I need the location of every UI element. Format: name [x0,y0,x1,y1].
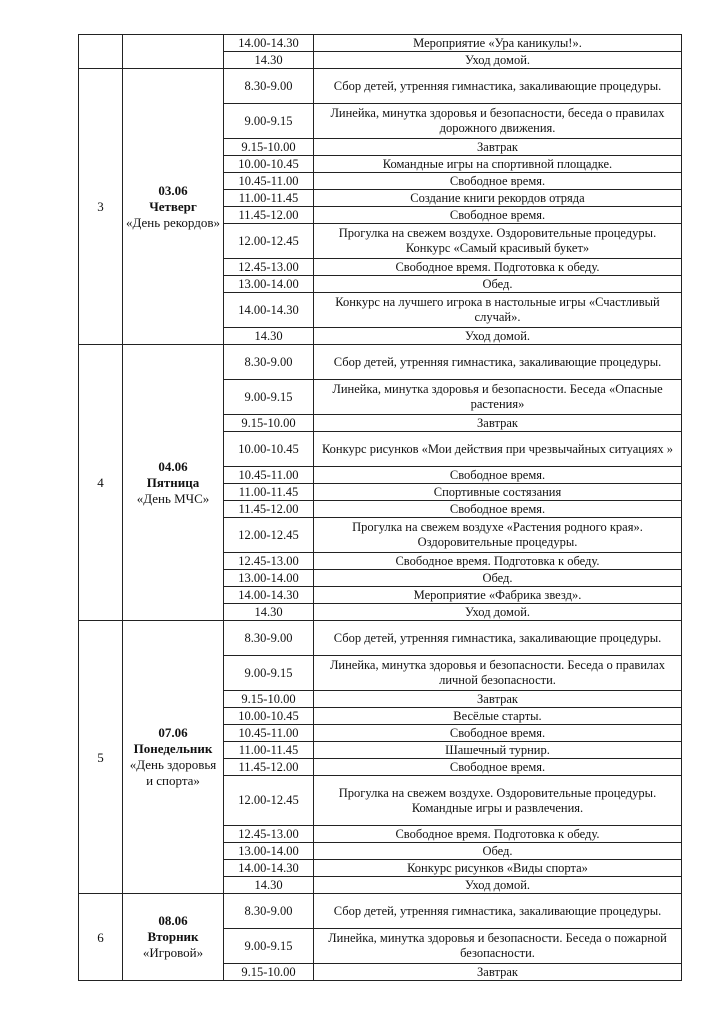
activity-cell: Уход домой. [314,328,682,345]
day-cell [123,35,224,69]
activity-cell: Обед. [314,276,682,293]
activity-cell: Уход домой. [314,604,682,621]
activity-cell: Создание книги рекордов отряда [314,190,682,207]
day-number: 3 [79,69,123,345]
activity-cell: Свободное время. [314,759,682,776]
day-theme: «День рекордов» [126,214,220,230]
time-cell: 12.45-13.00 [224,259,314,276]
activity-cell: Конкурс рисунков «Мои действия при чрезвычайных ситуациях » [314,432,682,467]
time-cell: 10.45-11.00 [224,725,314,742]
day-number [79,35,123,69]
activity-cell: Прогулка на свежем воздухе. Оздоровительные процедуры. Командные игры и развлечения. [314,776,682,826]
day-weekday: Четверг [149,198,197,214]
activity-cell: Свободное время. [314,467,682,484]
activity-cell: Завтрак [314,691,682,708]
time-cell: 12.45-13.00 [224,826,314,843]
activity-cell: Уход домой. [314,52,682,69]
time-cell: 14.00-14.30 [224,587,314,604]
activity-cell: Свободное время. [314,725,682,742]
time-cell: 14.30 [224,877,314,894]
activity-cell: Завтрак [314,415,682,432]
time-cell: 14.30 [224,604,314,621]
time-cell: 8.30-9.00 [224,345,314,380]
activity-cell: Прогулка на свежем воздухе. Оздоровительные процедуры. Конкурс «Самый красивый букет» [314,224,682,259]
activity-cell: Обед. [314,843,682,860]
activity-cell: Свободное время. Подготовка к обеду. [314,826,682,843]
time-cell: 14.00-14.30 [224,35,314,52]
time-cell: 12.45-13.00 [224,553,314,570]
time-cell: 8.30-9.00 [224,621,314,656]
day-cell [123,894,224,981]
activity-cell: Свободное время. Подготовка к обеду. [314,553,682,570]
time-cell: 10.45-11.00 [224,173,314,190]
time-cell: 10.00-10.45 [224,708,314,725]
activity-cell: Свободное время. [314,207,682,224]
activity-cell: Спортивные состязания [314,484,682,501]
activity-cell: Линейка, минутка здоровья и безопасности. Беседа «Опасные растения» [314,380,682,415]
day-theme: «Игровой» [142,945,204,960]
time-cell: 8.30-9.00 [224,69,314,104]
day-date: 04.06 [158,458,188,474]
schedule-row [79,894,682,929]
day-theme: «День МЧС» [136,490,210,506]
day-number: 6 [79,894,123,981]
activity-cell: Линейка, минутка здоровья и безопасности, беседа о правилах дорожного движения. [314,104,682,139]
time-cell: 14.30 [224,52,314,69]
day-cell [123,69,224,345]
time-cell: 10.00-10.45 [224,156,314,173]
activity-cell: Весёлые старты. [314,708,682,725]
day-cell [123,345,224,621]
day-date: 07.06 [158,725,188,740]
time-cell: 10.00-10.45 [224,432,314,467]
activity-cell: Уход домой. [314,877,682,894]
activity-cell: Свободное время. [314,173,682,190]
activity-cell: Линейка, минутка здоровья и безопасности. Беседа о пожарной безопасности. [314,929,682,964]
activity-cell: Шашечный турнир. [314,742,682,759]
time-cell: 9.00-9.15 [224,929,314,964]
time-cell: 12.00-12.45 [224,224,314,259]
time-cell: 9.15-10.00 [224,691,314,708]
day-number: 4 [79,345,123,621]
day-date: 03.06 [158,182,188,198]
time-cell: 10.45-11.00 [224,467,314,484]
schedule-table [78,34,682,981]
time-cell: 9.00-9.15 [224,656,314,691]
activity-cell: Сбор детей, утренняя гимнастика, закаливающие процедуры. [314,894,682,929]
day-date: 08.06 [158,913,188,928]
day-cell [123,621,224,894]
activity-cell: Мероприятие «Фабрика звезд». [314,587,682,604]
day-number: 5 [79,621,123,894]
time-cell: 9.15-10.00 [224,415,314,432]
time-cell: 8.30-9.00 [224,894,314,929]
activity-cell: Прогулка на свежем воздухе «Растения родного края». Оздоровительные процедуры. [314,518,682,553]
activity-cell: Завтрак [314,139,682,156]
time-cell: 14.00-14.30 [224,860,314,877]
time-cell: 9.00-9.15 [224,380,314,415]
time-cell: 9.15-10.00 [224,139,314,156]
schedule-row [79,35,682,52]
time-cell: 11.00-11.45 [224,484,314,501]
time-cell: 9.00-9.15 [224,104,314,139]
schedule-row [79,621,682,656]
activity-cell: Сбор детей, утренняя гимнастика, закаливающие процедуры. [314,621,682,656]
time-cell: 13.00-14.00 [224,570,314,587]
activity-cell: Сбор детей, утренняя гимнастика, закаливающие процедуры. [314,69,682,104]
time-cell: 14.30 [224,328,314,345]
time-cell: 11.00-11.45 [224,190,314,207]
schedule-row [79,345,682,380]
activity-cell: Обед. [314,570,682,587]
day-weekday: Понедельник [133,741,213,756]
activity-cell: Конкурс рисунков «Виды спорта» [314,860,682,877]
day-weekday: Вторник [147,929,199,944]
day-theme: «День здоровья и спорта» [129,757,217,788]
schedule-body [79,35,682,981]
activity-cell: Командные игры на спортивной площадке. [314,156,682,173]
time-cell: 11.45-12.00 [224,501,314,518]
activity-cell: Свободное время. [314,501,682,518]
activity-cell: Конкурс на лучшего игрока в настольные игры «Счастливый случай». [314,293,682,328]
time-cell: 13.00-14.00 [224,843,314,860]
time-cell: 12.00-12.45 [224,776,314,826]
activity-cell: Завтрак [314,964,682,981]
time-cell: 13.00-14.00 [224,276,314,293]
time-cell: 14.00-14.30 [224,293,314,328]
time-cell: 11.00-11.45 [224,742,314,759]
activity-cell: Линейка, минутка здоровья и безопасности. Беседа о правилах личной безопасности. [314,656,682,691]
time-cell: 9.15-10.00 [224,964,314,981]
activity-cell: Свободное время. Подготовка к обеду. [314,259,682,276]
activity-cell: Мероприятие «Ура каникулы!». [314,35,682,52]
time-cell: 11.45-12.00 [224,759,314,776]
time-cell: 12.00-12.45 [224,518,314,553]
schedule-row [79,69,682,104]
time-cell: 11.45-12.00 [224,207,314,224]
day-weekday: Пятница [146,474,200,490]
activity-cell: Сбор детей, утренняя гимнастика, закаливающие процедуры. [314,345,682,380]
